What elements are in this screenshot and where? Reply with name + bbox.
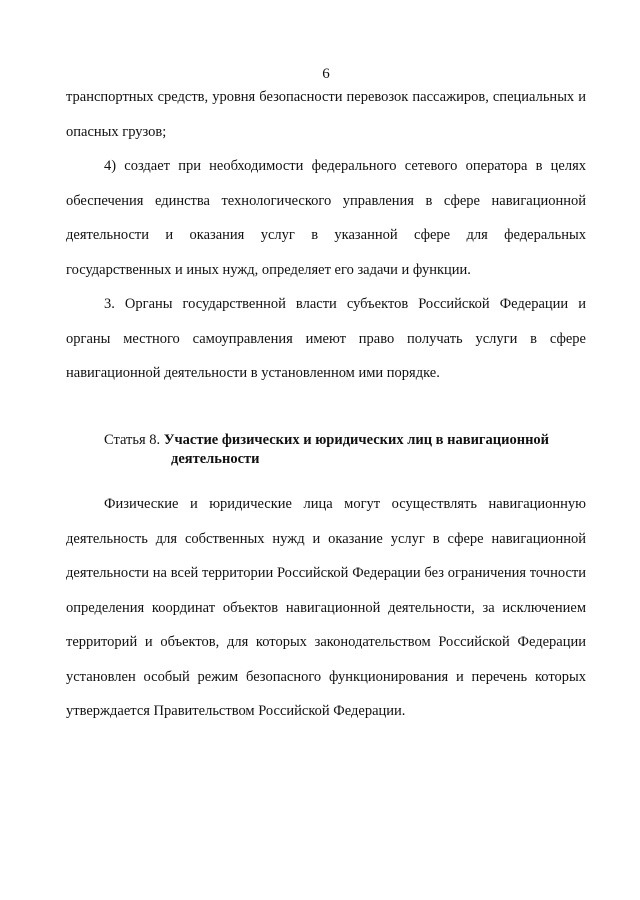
paragraph-article-8: Физические и юридические лица могут осуществлять навигационную деятельность для собственных нужд и оказание услуг в сфере навигационной деятельности на всей территории Российской Федерации без ограничения точности определения координат объектов навигационной деятельности, за исключением территорий и объектов, для которых законодательством Российской Федерации установлен особый режим безопасного функционирования и перечень которых утверждается Правительством Российской Федерации. [66,496,586,719]
paragraph-item-4: 4) создает при необходимости федерального сетевого оператора в целях обеспечения единства технологического управления в сфере навигационной деятельности и оказания услуг в указанной сфере для федеральных государственных и иных нужд, определяет его задачи и функции. [66,158,586,278]
article-label: Статья 8. [104,432,161,448]
paragraph-continuation: транспортных средств, уровня безопасности перевозок пассажиров, специальных и опасных грузов; [66,89,586,140]
article-title-line-2: деятельности [171,451,260,467]
paragraph-item-3: 3. Органы государственной власти субъектов Российской Федерации и органы местного самоуправления имеют право получать услуги в сфере навигационной деятельности в установленном ими порядке. [66,296,586,381]
article-title-line-1: Участие физических и юридических лиц в навигационной [163,432,550,448]
page-number: 6 [322,66,330,82]
article-heading [104,431,594,469]
